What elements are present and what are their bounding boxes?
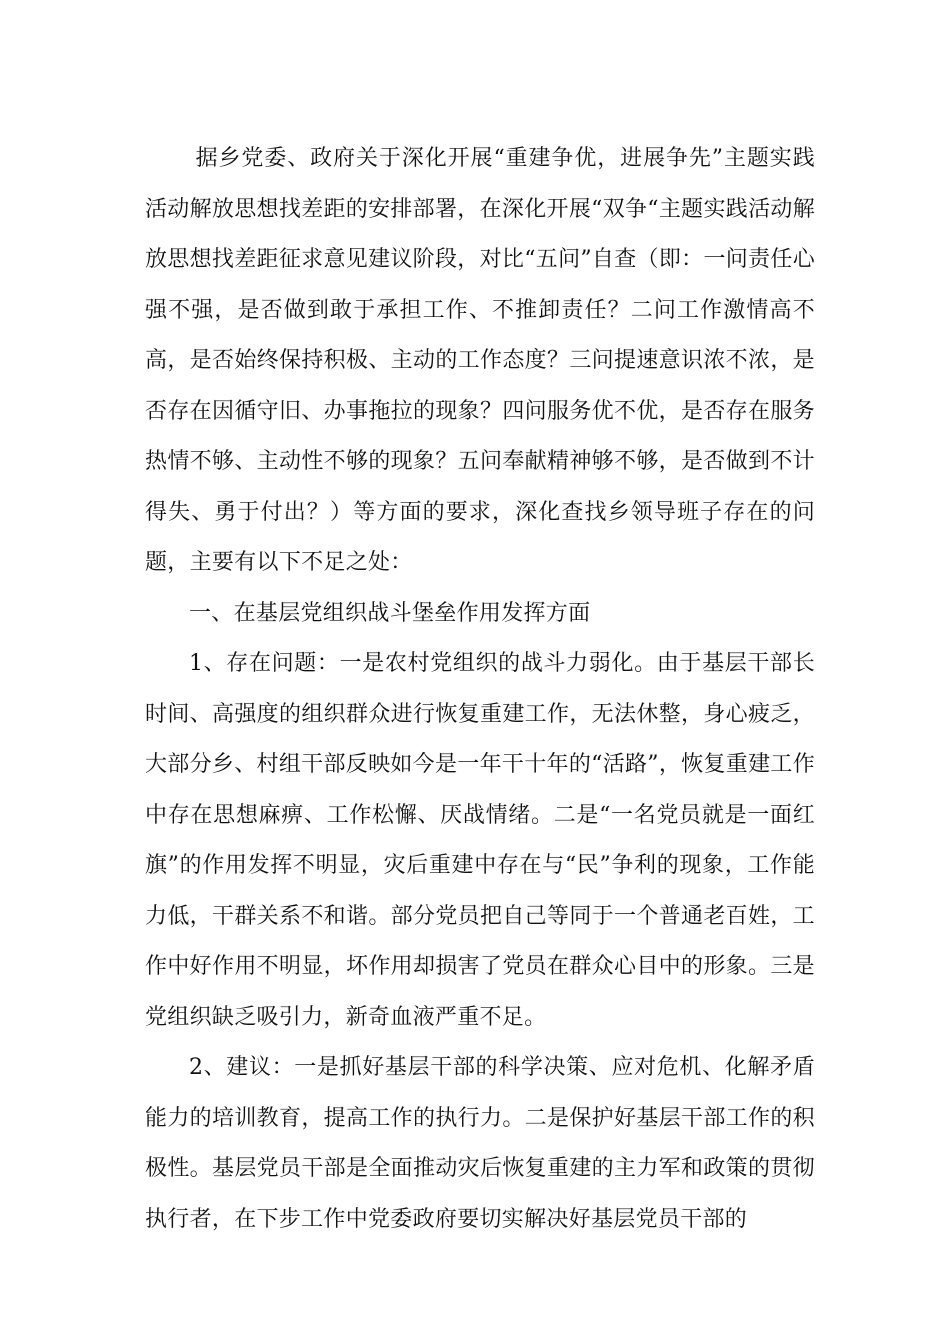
- intro-paragraph: 据乡党委、政府关于深化开展“重建争优，进展争先”主题实践活动解放思想找差距的安排部署，在深化开展“双争“主题实践活动解放思想找差距征求意见建议阶段，对比“五问”自查（即：一问责任心强不强，是否做到敢于承担工作、不推卸责任？二问工作激情高不高，是否始终保持积极、主动的工作态度？三问提速意识浓不浓，是否存在因循守旧、办事拖拉的现象？四问服务优不优，是否存在服务热情不够、主动性不够的现象？五问奉献精神够不够，是否做到不计得失、勇于付出？）等方面的要求，深化查找乡领导班子存在的问题，主要有以下不足之处：: [145, 146, 815, 575]
- problems-paragraph: 1、存在问题：一是农村党组织的战斗力弱化。由于基层干部长时间、高强度的组织群众进行恢复重建工作，无法休整，身心疲乏，大部分乡、村组干部反映如今是一年干十年的“活路”，恢复重建工作中存在思想麻痹、工作松懈、厌战情绪。二是“一名党员就是一面红旗”的作用发挥不明显，灾后重建中存在与“民”争利的现象，工作能力低，干群关系不和谐。部分党员把自己等同于一个普通老百姓，工作中好作用不明显，坏作用却损害了党员在群众心目中的形象。三是党组织缺乏吸引力，新奇血液严重不足。: [145, 651, 815, 1030]
- section-heading: 一、在基层党组织战斗堡垒作用发挥方面: [189, 600, 591, 626]
- document-body: [145, 134, 815, 1245]
- suggestions-paragraph: 2、建议：一是抓好基层干部的科学决策、应对危机、化解矛盾能力的培训教育，提高工作的执行力。二是保护好基层干部工作的积极性。基层党员干部是全面推动灾后恢复重建的主力军和政策的贯彻执行者，在下步工作中党委政府要切实解决好基层党员干部的: [145, 1055, 815, 1232]
